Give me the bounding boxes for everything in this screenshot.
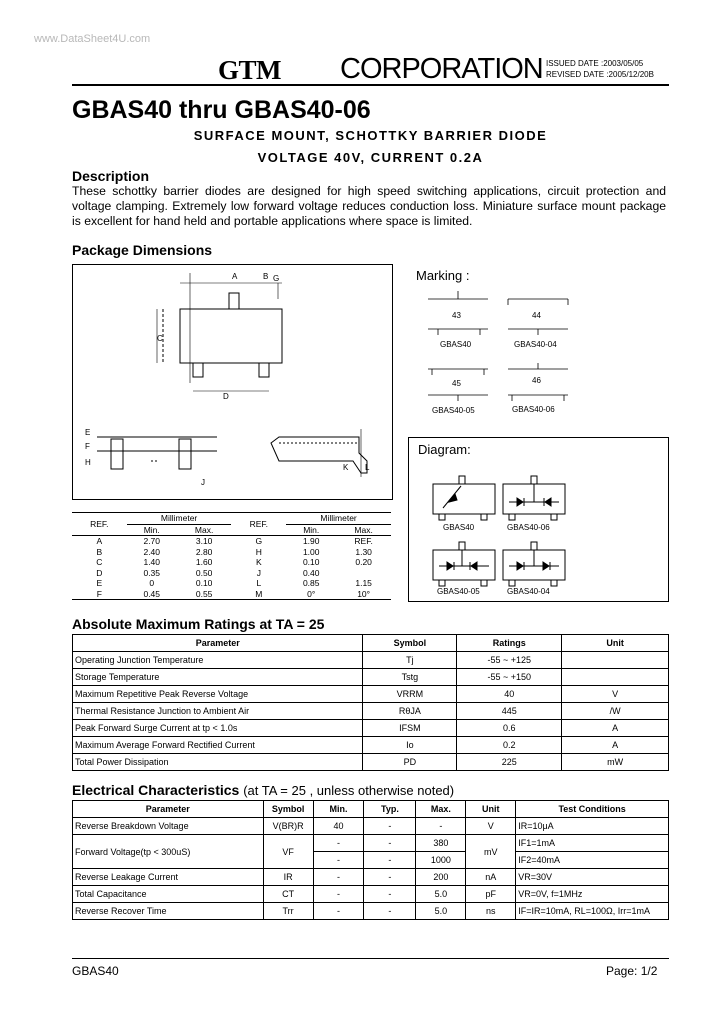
description-text: These schottky barrier diodes are designed for high speed switching applications, circuit protection and voltage clamping. Extremely low forward voltage reduces conduction loss. Miniature surface mount package is excellent for hand held and portable applications where space is limited.	[72, 184, 666, 228]
dim-row	[72, 589, 391, 600]
elec-cond: VR=0V, f=1MHz	[516, 886, 669, 903]
dim-min: 1.90	[302, 536, 320, 547]
dim-label-c: C	[157, 334, 163, 343]
table-row	[73, 669, 669, 686]
abs-col-ratings: Ratings	[457, 635, 562, 652]
dim-ref: A	[96, 536, 103, 547]
dim-label-l: L	[365, 463, 370, 472]
elec-unit: nA	[466, 869, 516, 886]
dim-label-b: B	[263, 272, 269, 281]
subtitle-rating: VOLTAGE 40V, CURRENT 0.2A	[257, 150, 484, 165]
marking-code-gbas40: 43	[452, 311, 461, 320]
table-row	[73, 703, 669, 720]
marking-name-gbas40-04: GBAS40-04	[514, 340, 557, 349]
abs-rating: 445	[457, 703, 562, 720]
dim-unit-header-1: Millimeter	[127, 513, 232, 525]
dim-ref: F	[96, 588, 102, 599]
elec-typ: -	[364, 869, 416, 886]
absolute-ratings-table	[72, 634, 669, 771]
abs-symbol: Tj	[363, 652, 457, 669]
elec-col-unit: Unit	[466, 801, 516, 818]
table-row	[73, 869, 669, 886]
elec-max: 380	[416, 835, 466, 852]
issued-date: :2003/05/05	[600, 59, 644, 68]
elec-max: -	[416, 818, 466, 835]
abs-rating: 40	[457, 686, 562, 703]
table-row	[73, 652, 669, 669]
revised-label: REVISED DATE	[546, 70, 605, 79]
dim-min: 1.40	[143, 557, 161, 568]
dim-min: 1.00	[302, 546, 320, 557]
elec-col-min: Min.	[313, 801, 364, 818]
abs-col-symbol: Symbol	[363, 635, 457, 652]
electrical-table	[72, 800, 669, 920]
dimension-table	[72, 512, 391, 600]
elec-max: 5.0	[416, 903, 466, 920]
elec-col-max: Max.	[416, 801, 466, 818]
elec-cond: IR=10μA	[516, 818, 669, 835]
dim-label-e: E	[85, 428, 91, 437]
abs-rating: 0.6	[457, 720, 562, 737]
elec-min: -	[313, 835, 364, 852]
dim-label-k: K	[343, 463, 349, 472]
elec-typ: -	[364, 903, 416, 920]
diagram-box	[408, 437, 669, 602]
diagram-name-gbas40: GBAS40	[443, 523, 475, 532]
dim-min: 0.35	[143, 567, 161, 578]
dim-ref-header-1: REF.	[72, 513, 127, 536]
elec-min: -	[313, 869, 364, 886]
elec-typ: -	[364, 835, 416, 852]
dim-min-header-1: Min.	[143, 524, 160, 535]
abs-param: Peak Forward Surge Current at tp < 1.0s	[73, 720, 363, 737]
dim-max: 10°	[357, 588, 371, 599]
marking-name-gbas40: GBAS40	[440, 340, 472, 349]
elec-cond: VR=30V	[516, 869, 669, 886]
date-block	[546, 58, 654, 80]
elec-unit: ns	[466, 903, 516, 920]
description-heading: Description	[72, 168, 150, 184]
elec-min: 40	[313, 818, 364, 835]
dim-max: 2.80	[195, 546, 213, 557]
dim-max: 1.15	[355, 578, 372, 589]
elec-param: Reverse Leakage Current	[73, 869, 264, 886]
abs-symbol: PD	[363, 754, 457, 771]
abs-symbol: VRRM	[363, 686, 457, 703]
dim-min: 2.70	[143, 536, 161, 547]
abs-param: Maximum Average Forward Rectified Current	[73, 737, 363, 754]
dim-label-f: F	[85, 442, 90, 451]
elec-typ: -	[364, 818, 416, 835]
table-row	[73, 686, 669, 703]
package-outline-drawing	[73, 265, 392, 499]
elec-unit: mV	[466, 835, 516, 869]
dim-max: 1.60	[195, 557, 213, 568]
abs-rating: 225	[457, 754, 562, 771]
elec-typ: -	[364, 852, 416, 869]
dim-ref: L	[256, 578, 262, 589]
elec-max: 1000	[416, 852, 466, 869]
elec-typ: -	[364, 886, 416, 903]
dim-ref: D	[96, 567, 103, 578]
dim-row	[72, 578, 391, 589]
dim-max: 0.50	[195, 567, 213, 578]
dim-min: 0°	[307, 588, 316, 599]
dim-row	[72, 557, 391, 568]
header-rule	[72, 84, 669, 86]
dim-ref: G	[255, 536, 263, 547]
elec-min: -	[313, 886, 364, 903]
dim-ref: C	[96, 557, 103, 568]
table-row	[73, 720, 669, 737]
dim-min: 0.45	[143, 588, 161, 599]
dim-ref: K	[255, 557, 262, 568]
elec-param: Total Capacitance	[73, 886, 264, 903]
page-number: Page: 1/2	[606, 964, 658, 978]
elec-col-conditions: Test Conditions	[516, 801, 669, 818]
marking-code-gbas40-05: 45	[452, 379, 461, 388]
dim-label-g: G	[273, 274, 280, 283]
dim-max-header-1: Max.	[194, 524, 214, 535]
elec-symbol: CT	[263, 886, 313, 903]
abs-symbol: RθJA	[363, 703, 457, 720]
dim-min: 2.40	[143, 546, 161, 557]
dim-label-j: J	[201, 478, 205, 487]
table-row	[73, 754, 669, 771]
marking-name-gbas40-06: GBAS40-06	[512, 405, 555, 414]
elec-symbol: Trr	[263, 903, 313, 920]
abs-unit	[562, 652, 669, 669]
abs-col-parameter: Parameter	[73, 635, 363, 652]
abs-rating: 0.2	[457, 737, 562, 754]
abs-rating: -55 ~ +125	[457, 652, 562, 669]
elec-min: -	[313, 852, 364, 869]
company-logo: GTM	[218, 55, 281, 85]
abs-symbol: Io	[363, 737, 457, 754]
marking-label: Marking :	[416, 268, 470, 283]
elec-cond: IF1=1mA	[516, 835, 669, 852]
table-row	[73, 835, 669, 852]
elec-col-parameter: Parameter	[73, 801, 264, 818]
dim-row	[72, 547, 391, 558]
elec-param: Reverse Breakdown Voltage	[73, 818, 264, 835]
abs-param: Total Power Dissipation	[73, 754, 363, 771]
dim-max: 0.20	[355, 557, 372, 568]
subtitle-type: SURFACE MOUNT, SCHOTTKY BARRIER DIODE	[193, 128, 548, 143]
dim-row	[72, 536, 391, 547]
table-row	[73, 818, 669, 835]
dim-max: 0.55	[195, 588, 213, 599]
dim-unit-header-2: Millimeter	[286, 513, 391, 525]
abs-param: Maximum Repetitive Peak Reverse Voltage	[73, 686, 363, 703]
dim-ref: E	[96, 578, 103, 589]
electrical-heading-note: (at TA = 25 , unless otherwise noted)	[243, 783, 455, 798]
dim-min: 0.10	[302, 557, 320, 568]
dim-ref: B	[96, 546, 103, 557]
elec-param: Reverse Recover Time	[73, 903, 264, 920]
elec-min: -	[313, 903, 364, 920]
marking-code-gbas40-04: 44	[532, 311, 541, 320]
product-title: GBAS40 thru GBAS40-06	[72, 96, 371, 124]
dim-label-h: H	[85, 458, 91, 467]
elec-max: 200	[416, 869, 466, 886]
abs-symbol: Tstg	[363, 669, 457, 686]
dim-ref-header-2: REF.	[231, 513, 286, 536]
electrical-heading: Electrical Characteristics	[72, 782, 240, 798]
elec-unit: V	[466, 818, 516, 835]
absolute-heading: Absolute Maximum Ratings at TA = 25	[72, 616, 325, 632]
elec-param: Forward Voltage(tp < 300uS)	[73, 835, 264, 869]
diagram-name-gbas40-05: GBAS40-05	[437, 587, 480, 596]
abs-param: Thermal Resistance Junction to Ambient Air	[73, 703, 363, 720]
table-row	[73, 886, 669, 903]
dim-ref: J	[256, 567, 261, 578]
dim-min: 0.40	[302, 567, 320, 578]
dim-min: 0	[149, 578, 155, 589]
dim-ref: M	[255, 588, 263, 599]
footer-rule	[72, 958, 669, 959]
abs-param: Operating Junction Temperature	[73, 652, 363, 669]
abs-unit: V	[562, 686, 669, 703]
dim-max: 1.30	[355, 546, 372, 557]
marking-drawings	[410, 285, 580, 420]
dim-max: REF.	[354, 536, 373, 547]
issued-label: ISSUED DATE	[546, 59, 599, 68]
elec-cond: IF=IR=10mA, RL=100Ω, Irr=1mA	[516, 903, 669, 920]
abs-unit: A	[562, 737, 669, 754]
elec-symbol: IR	[263, 869, 313, 886]
watermark: www.DataSheet4U.com	[34, 33, 151, 45]
elec-unit: pF	[466, 886, 516, 903]
abs-unit: /W	[562, 703, 669, 720]
package-heading: Package Dimensions	[72, 242, 213, 258]
marking-code-gbas40-06: 46	[532, 376, 541, 385]
marking-name-gbas40-05: GBAS40-05	[432, 406, 475, 415]
dim-label-a: A	[232, 272, 238, 281]
abs-unit: mW	[562, 754, 669, 771]
circuit-diagrams	[409, 438, 668, 601]
abs-param: Storage Temperature	[73, 669, 363, 686]
package-drawing	[72, 264, 393, 500]
corporation-label: CORPORATION	[340, 53, 543, 85]
dim-max-header-2: Max.	[354, 524, 373, 535]
table-row	[73, 903, 669, 920]
diagram-name-gbas40-04: GBAS40-04	[507, 587, 550, 596]
elec-cond: IF2=40mA	[516, 852, 669, 869]
dim-row	[72, 568, 391, 579]
abs-symbol: IFSM	[363, 720, 457, 737]
dim-ref: H	[255, 546, 262, 557]
dim-max: 3.10	[195, 536, 213, 547]
elec-symbol: V(BR)R	[263, 818, 313, 835]
abs-rating: -55 ~ +150	[457, 669, 562, 686]
footer-part-number: GBAS40	[72, 964, 119, 978]
diagram-label: Diagram:	[418, 442, 471, 457]
abs-unit: A	[562, 720, 669, 737]
dim-label-d: D	[223, 392, 229, 401]
table-row	[73, 737, 669, 754]
abs-col-unit: Unit	[562, 635, 669, 652]
dim-min: 0.85	[302, 578, 320, 589]
revised-date: :2005/12/20B	[606, 70, 654, 79]
elec-col-typ: Typ.	[364, 801, 416, 818]
elec-col-symbol: Symbol	[263, 801, 313, 818]
elec-symbol: VF	[263, 835, 313, 869]
elec-max: 5.0	[416, 886, 466, 903]
dim-min-header-2: Min.	[303, 524, 320, 535]
abs-unit	[562, 669, 669, 686]
diagram-name-gbas40-06: GBAS40-06	[507, 523, 550, 532]
dim-max: 0.10	[195, 578, 213, 589]
dim-max	[336, 568, 391, 579]
electrical-heading-row	[72, 782, 454, 798]
